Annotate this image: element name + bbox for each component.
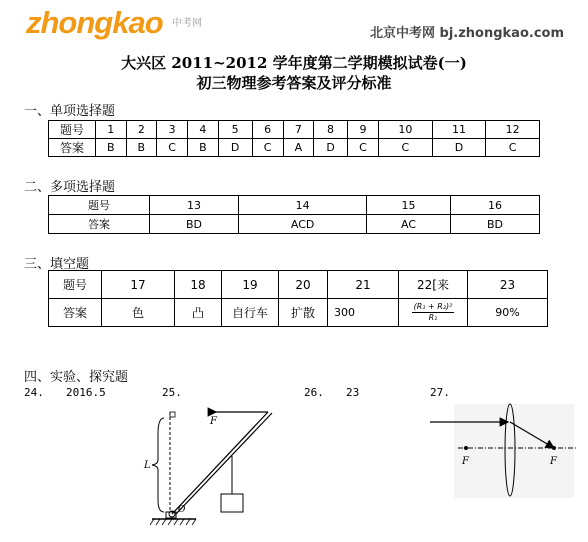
q25-number: 25. xyxy=(162,386,182,399)
cell-number: 15 xyxy=(367,196,451,215)
cell-number: 9 xyxy=(348,121,379,139)
cell-number: 8 xyxy=(314,121,348,139)
cell-answer: 扩散 xyxy=(279,299,328,327)
force-label: F xyxy=(210,416,217,427)
cell-answer: B xyxy=(188,139,219,157)
cell-answer: B xyxy=(126,139,157,157)
cell-number: 7 xyxy=(283,121,313,139)
row-label-answer: 答案 xyxy=(49,299,102,327)
row-label-number: 题号 xyxy=(49,196,150,215)
table-row xyxy=(49,299,548,327)
q27-number: 27. xyxy=(430,386,450,399)
cell-answer: C xyxy=(486,139,540,157)
cell-number: 23 xyxy=(468,271,548,299)
cell-number: 5 xyxy=(218,121,252,139)
table-row xyxy=(49,139,540,157)
table-row xyxy=(49,121,540,139)
pivot-label: O xyxy=(178,505,186,515)
cell-answer: C xyxy=(252,139,283,157)
site-logo-sub: 中考网 xyxy=(172,18,202,29)
lens-figure xyxy=(428,400,578,500)
table-row xyxy=(49,271,548,299)
row-label-answer: 答案 xyxy=(49,215,150,234)
cell-answer: D xyxy=(218,139,252,157)
focus-right-point xyxy=(552,446,556,450)
section4-heading: 四、实验、探究题 xyxy=(24,370,129,385)
cell-number: 13 xyxy=(150,196,239,215)
arm-label: L xyxy=(144,460,151,471)
cell-number: 19 xyxy=(222,271,279,299)
cell-number: 17 xyxy=(102,271,175,299)
cell-answer: D xyxy=(432,139,486,157)
cell-answer: C xyxy=(157,139,188,157)
cell-number: 6 xyxy=(252,121,283,139)
right-angle-mark xyxy=(170,412,175,417)
cell-answer: 自行车 xyxy=(222,299,279,327)
formula xyxy=(412,302,455,323)
cell-number: 10 xyxy=(379,121,433,139)
cell-answer: B xyxy=(96,139,127,157)
cell-answer: 90% xyxy=(468,299,548,327)
cell-answer: D xyxy=(314,139,348,157)
cell-answer: AC xyxy=(367,215,451,234)
cell-number: 11 xyxy=(432,121,486,139)
weight-block xyxy=(221,494,243,512)
site-logo[interactable]: zhongkao xyxy=(26,5,163,40)
row-label-answer: 答案 xyxy=(49,139,96,157)
cell-answer: C xyxy=(348,139,379,157)
cell-answer: A xyxy=(283,139,313,157)
cell-number: 3 xyxy=(157,121,188,139)
arm-brace xyxy=(152,418,164,512)
q26-number: 26. xyxy=(304,386,324,399)
multi-choice-table xyxy=(48,195,540,234)
focus-left-point xyxy=(464,446,468,450)
cell-number: 22[来 xyxy=(399,271,468,299)
cell-number: 16 xyxy=(450,196,539,215)
section1-heading: 一、单项选择题 xyxy=(24,104,116,119)
exam-subtitle: 初三物理参考答案及评分标准 xyxy=(196,74,392,92)
cell-answer: ACD xyxy=(239,215,367,234)
cell-answer-formula xyxy=(399,299,468,327)
q24-answer: 2016.5 xyxy=(66,386,106,399)
focus-right-label: F xyxy=(550,456,557,467)
cell-answer: 色 xyxy=(102,299,175,327)
table-row xyxy=(49,196,540,215)
table-row xyxy=(49,215,540,234)
section3-heading: 三、填空题 xyxy=(24,257,90,272)
cell-number: 12 xyxy=(486,121,540,139)
row-label-number: 题号 xyxy=(49,121,96,139)
row-label-number: 题号 xyxy=(49,271,102,299)
section2-heading: 二、多项选择题 xyxy=(24,180,116,195)
single-choice-table xyxy=(48,120,540,157)
lever-rod xyxy=(172,412,268,514)
cell-answer: BD xyxy=(150,215,239,234)
cell-number: 18 xyxy=(175,271,222,299)
cell-answer: C xyxy=(379,139,433,157)
formula-denominator: R₁ xyxy=(428,313,438,322)
formula-numerator: (R₁ + R₂)² xyxy=(413,302,453,311)
exam-title: 大兴区 2011~2012 学年度第二学期模拟试卷(一) xyxy=(121,54,467,72)
site-url[interactable]: 北京中考网 bj.zhongkao.com xyxy=(370,26,565,41)
cell-number: 20 xyxy=(279,271,328,299)
cell-number: 4 xyxy=(188,121,219,139)
cell-number: 2 xyxy=(126,121,157,139)
cell-answer: 300 xyxy=(328,299,399,327)
q26-answer: 23 xyxy=(346,386,360,399)
cell-answer: BD xyxy=(450,215,539,234)
cell-number: 1 xyxy=(96,121,127,139)
lever-figure xyxy=(140,404,290,534)
cell-number: 14 xyxy=(239,196,367,215)
site-banner xyxy=(0,0,588,44)
focus-left-label: F xyxy=(462,456,469,467)
cell-answer: 凸 xyxy=(175,299,222,327)
q24-number: 24. xyxy=(24,386,44,399)
cell-number: 21 xyxy=(328,271,399,299)
fill-in-table xyxy=(48,270,548,327)
lever-rod-edge xyxy=(176,413,272,514)
ground-hatch xyxy=(150,519,196,525)
